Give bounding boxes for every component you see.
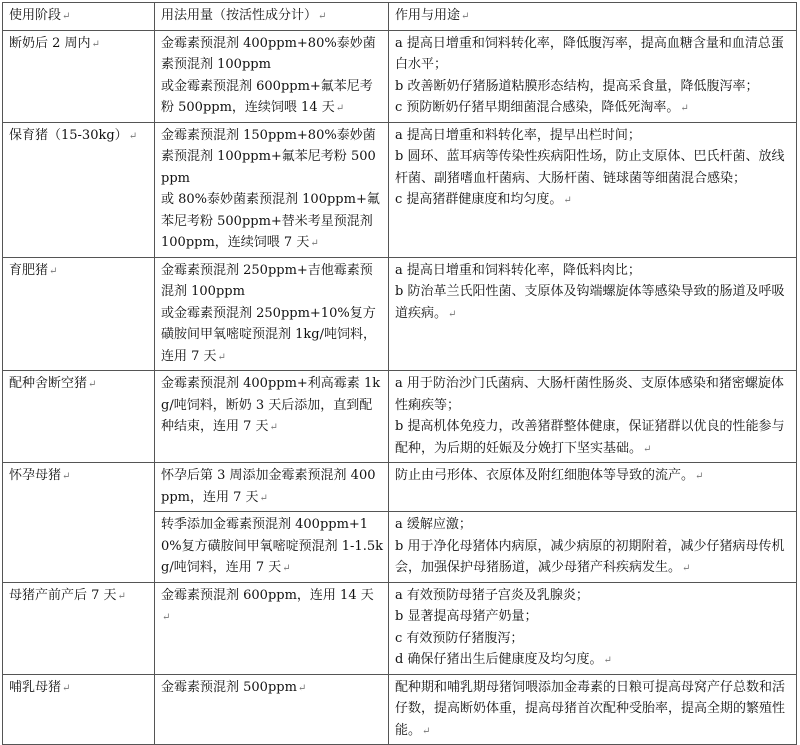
purpose-line: b 防治革兰氏阳性菌、支原体及钩端螺旋体等感染导致的肠道及呼吸道疾病。↵ — [395, 284, 785, 321]
dosage-line: 怀孕后第 3 周添加金霉素预混剂 400ppm，连用 7 天↵ — [161, 468, 376, 505]
dosage-line: 或 80%泰妙菌素预混剂 100ppm+氟苯尼考粉 500ppm+替米考星预混剂 100ppm，连续饲喂 7 天↵ — [161, 192, 380, 250]
stage-cell: 育肥猪↵ — [3, 257, 155, 371]
purpose-cell — [389, 122, 797, 257]
purpose-line: c 预防断奶仔猪早期细菌混合感染，降低死淘率。↵ — [395, 100, 689, 115]
purpose-line: a 提高日增重和饲料转化率，降低腹泻率，提高血糖含量和血清总蛋白水平； — [395, 35, 784, 72]
dosage-line: 金霉素预混剂 600ppm，连用 14 天↵ — [161, 587, 374, 623]
header-dosage: 用法用量（按活性成分计）↵ — [155, 3, 389, 31]
table-header-row — [3, 3, 797, 31]
dosage-table — [2, 2, 797, 745]
purpose-cell — [389, 30, 797, 122]
stage-cell: 配种舍断空猪↵ — [3, 371, 155, 463]
purpose-line: a 提高日增重和料转化率，提早出栏时间； — [395, 127, 641, 143]
dosage-line: 金霉素预混剂 500ppm↵ — [161, 679, 307, 695]
stage-cell: 断奶后 2 周内↵ — [3, 30, 155, 122]
dosage-cell — [155, 371, 389, 463]
purpose-cell — [389, 582, 797, 674]
purpose-line: b 用于净化母猪体内病原，减少病原的初期附着，减少仔猪病母传机会，加强保护母猪肠道，减少母猪产科疾病发生。↵ — [395, 538, 785, 575]
purpose-cell — [389, 463, 797, 512]
dosage-cell — [155, 582, 389, 674]
dosage-line: 或金霉素预混剂 600ppm+氟苯尼考粉 500ppm，连续饲喂 14 天↵ — [161, 78, 373, 115]
purpose-line: a 有效预防母猪子宫炎及乳腺炎； — [395, 587, 589, 603]
purpose-cell — [389, 257, 797, 371]
table-row — [3, 674, 797, 745]
stage-cell: 母猪产前产后 7 天↵ — [3, 582, 155, 674]
stage-cell: 怀孕母猪↵ — [3, 463, 155, 583]
purpose-cell — [389, 512, 797, 583]
table-row — [3, 463, 797, 512]
table-row — [3, 582, 797, 674]
table-row — [3, 257, 797, 371]
purpose-line: 防止由弓形体、衣原体及附红细胞体等导致的流产。↵ — [395, 468, 704, 483]
purpose-line: a 用于防治沙门氏菌病、大肠杆菌性肠炎、支原体感染和猪密螺旋体性痢疾等； — [395, 376, 784, 413]
dosage-cell — [155, 30, 389, 122]
table-row — [3, 30, 797, 122]
purpose-line: a 提高日增重和饲料转化率，降低料肉比； — [395, 262, 641, 278]
table-row — [3, 122, 797, 257]
purpose-cell — [389, 674, 797, 745]
dosage-cell — [155, 463, 389, 512]
purpose-cell — [389, 371, 797, 463]
purpose-line: c 有效预防仔猪腹泻； — [395, 630, 524, 646]
header-purpose: 作用与用途↵ — [389, 3, 797, 31]
purpose-line: b 显著提高母猪产奶量； — [395, 609, 538, 624]
dosage-line: 转季添加金霉素预混剂 400ppm+10%复方磺胺间甲氧嘧啶预混剂 1-1.5kg/吨饲料，连用 7 天↵ — [161, 517, 383, 575]
dosage-line: 金霉素预混剂 150ppm+80%泰妙菌素预混剂 100ppm+氟苯尼考粉 500ppm — [161, 127, 376, 186]
header-stage: 使用阶段↵ — [3, 3, 155, 31]
dosage-line: 金霉素预混剂 400ppm+80%泰妙菌素预混剂 100ppm — [161, 35, 376, 72]
table-row — [3, 371, 797, 463]
dosage-line: 或金霉素预混剂 250ppm+10%复方磺胺间甲氧嘧啶预混剂 1kg/吨饲料，连用 7 天↵ — [161, 305, 376, 364]
purpose-line: b 提高机体免疫力，改善猪群整体健康，保证猪群以优良的性能参与配种，为后期的妊娠及分娩打下坚实基础。↵ — [395, 419, 785, 456]
purpose-line: b 改善断奶仔猪肠道粘膜形态结构，提高采食量，降低腹泻率； — [395, 78, 759, 94]
purpose-line: c 提高猪群健康度和均匀度。↵ — [395, 192, 572, 207]
stage-cell: 哺乳母猪↵ — [3, 674, 155, 745]
dosage-line: 金霉素预混剂 400ppm+利高霉素 1kg/吨饲料，断奶 3 天后添加，直到配种结束，连用 7 天↵ — [161, 376, 381, 434]
dosage-cell — [155, 674, 389, 745]
dosage-cell — [155, 512, 389, 583]
purpose-line: d 确保仔猪出生后健康度及均匀度。↵ — [395, 652, 612, 667]
purpose-line: 配种期和哺乳期母猪饲喂添加金毒素的日粮可提高母窝产仔总数和活仔数，提高断奶体重，提高母猪首次配种受胎率，提高全期的繁殖性能。↵ — [395, 679, 786, 738]
purpose-line: b 圆环、蓝耳病等传染性疾病阳性场，防止支原体、巴氏杆菌、放线杆菌、副猪嗜血杆菌病、大肠杆菌、链球菌等细菌混合感染； — [395, 149, 785, 186]
dosage-cell — [155, 122, 389, 257]
dosage-cell — [155, 257, 389, 371]
stage-cell: 保育猪（15-30kg）↵ — [3, 122, 155, 257]
dosage-line: 金霉素预混剂 250ppm+吉他霉素预混剂 100ppm — [161, 262, 373, 299]
purpose-line: a 缓解应激； — [395, 517, 472, 532]
